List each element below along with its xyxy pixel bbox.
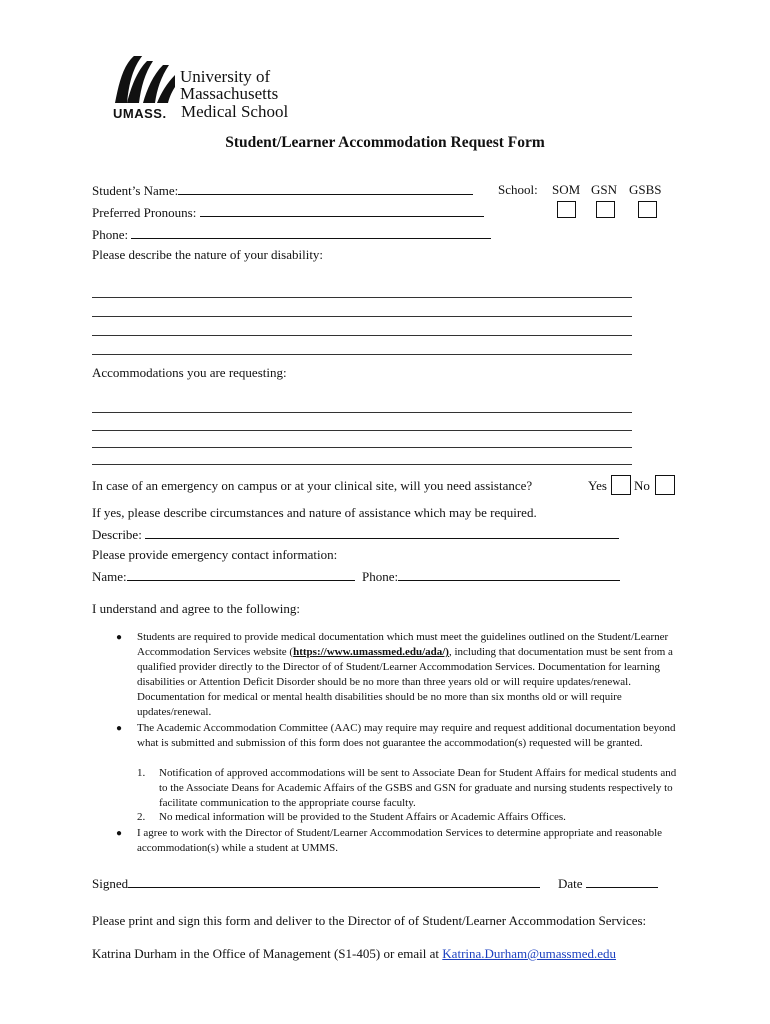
agreement-bullet-3: I agree to work with the Director of Student/Learner Accommodation Services to determine appropriate and reasonable accommodation(s) while a student at UMMS. (137, 827, 663, 855)
umass-logo-mark (113, 53, 177, 105)
logo-text (180, 68, 278, 102)
email-link[interactable]: Katrina.Durham@umassmed.edu (442, 946, 617, 961)
contact-phone-row (362, 568, 620, 585)
accommodations-line-1[interactable] (92, 412, 632, 413)
phone-label: Phone: (92, 227, 129, 242)
describe-label: Describe: (92, 527, 142, 542)
school-gsn-checkbox[interactable] (596, 201, 615, 218)
date-field[interactable] (586, 875, 658, 888)
logo-line-3: Medical School (181, 102, 289, 121)
footer-contact-text: Katrina Durham in the Office of Management (S1-405) or email at (92, 946, 440, 961)
emergency-no-checkbox[interactable] (655, 475, 675, 495)
footer-contact (92, 946, 616, 962)
emergency-question: In case of an emergency on campus or at your clinical site, will you need assistance? (92, 478, 533, 493)
school-gsbs-label: GSBS (629, 182, 662, 197)
yes-label: Yes (588, 478, 607, 493)
bullet-icon: ● (116, 828, 123, 839)
signed-label: Signed (92, 876, 129, 891)
sub-item-1-number: 1. (137, 767, 146, 779)
contact-name-row (92, 568, 355, 585)
date-label: Date (558, 876, 583, 891)
pronouns-label: Preferred Pronouns: (92, 205, 197, 220)
bullet-1-text-a: Students are required to provide medical documentation which must meet the guidelines outlined on the Student/Learner Accommodation Services website ( (137, 631, 669, 659)
sub-item-2: No medical information will be provided to the Student Affairs or Academic Affairs Offices. (159, 811, 566, 823)
bullet-icon: ● (116, 632, 123, 643)
describe-row (92, 526, 619, 543)
school-som-checkbox[interactable] (557, 201, 576, 218)
school-gsbs-checkbox[interactable] (638, 201, 657, 218)
pronouns-field[interactable] (200, 204, 484, 217)
school-gsn-label: GSN (591, 182, 618, 197)
accommodations-line-4[interactable] (92, 464, 632, 465)
sub-item-1: Notification of approved accommodations will be sent to Associate Dean for Student Affairs for medical students and to the Associate Deans for Academic Affairs of the GSBS and GSN for graduate and nursing students respectively to facilitate communication to the appropriate course faculty. (159, 767, 677, 810)
disability-line-3[interactable] (92, 335, 632, 336)
form-title: Student/Learner Accommodation Request Form (225, 134, 545, 151)
signed-row (92, 875, 540, 892)
logo-line-2: Massachusetts (180, 84, 279, 103)
accommodations-prompt: Accommodations you are requesting: (92, 365, 287, 380)
describe-field[interactable] (145, 526, 619, 539)
emergency-yes-checkbox[interactable] (611, 475, 631, 495)
logo-umass-word: UMASS. (113, 106, 167, 121)
contact-name-field[interactable] (127, 568, 355, 581)
bullet-1-text-b: , including that documentation must be sent from a qualified provider directly to the Director of of Student/Learner Accommodation Services. Documentation for learning disabilities or Attention Deficit Disorder should be no more than three years old or will require updates/renewal. Documentation for medical or mental health disabilities should be no more than six months old or will require updates/renewal. (137, 646, 673, 719)
sub-item-2-number: 2. (137, 811, 146, 823)
bullet-icon: ● (116, 723, 123, 734)
contact-name-label: Name: (92, 569, 127, 584)
student-name-label: Student’s Name: (92, 183, 179, 198)
school-label: School: (498, 182, 538, 197)
signature-field[interactable] (128, 875, 540, 888)
agreement-bullet-1 (137, 630, 682, 721)
disability-prompt: Please describe the nature of your disability: (92, 247, 324, 262)
logo-line-1: University of (180, 67, 271, 86)
accommodations-line-2[interactable] (92, 430, 632, 431)
emergency-contact-prompt: Please provide emergency contact information: (92, 547, 338, 562)
no-label: No (634, 478, 650, 493)
phone-field[interactable] (131, 226, 491, 239)
student-name-field[interactable] (178, 182, 473, 195)
ada-website-link[interactable]: https://www.umassmed.edu/ada/) (293, 646, 449, 659)
if-yes-prompt: If yes, please describe circumstances and nature of assistance which may be required. (92, 505, 537, 520)
contact-phone-label: Phone: (362, 569, 399, 584)
disability-line-2[interactable] (92, 316, 632, 317)
accommodations-line-3[interactable] (92, 447, 632, 448)
disability-line-1[interactable] (92, 297, 632, 298)
disability-line-4[interactable] (92, 354, 632, 355)
date-row (558, 875, 658, 892)
school-som-label: SOM (552, 182, 581, 197)
footer-instruction: Please print and sign this form and deliver to the Director of of Student/Learner Accommodation Services: (92, 913, 647, 928)
agreement-heading: I understand and agree to the following: (92, 601, 300, 616)
contact-phone-field[interactable] (398, 568, 620, 581)
pronouns-row (92, 204, 484, 221)
student-name-row (92, 182, 473, 199)
phone-row (92, 226, 491, 243)
agreement-bullet-2: The Academic Accommodation Committee (AAC) may require may require and request additional documentation beyond what is submitted and submission of this form does not guarantee the accommodation(s) requested will be granted. (137, 722, 676, 750)
